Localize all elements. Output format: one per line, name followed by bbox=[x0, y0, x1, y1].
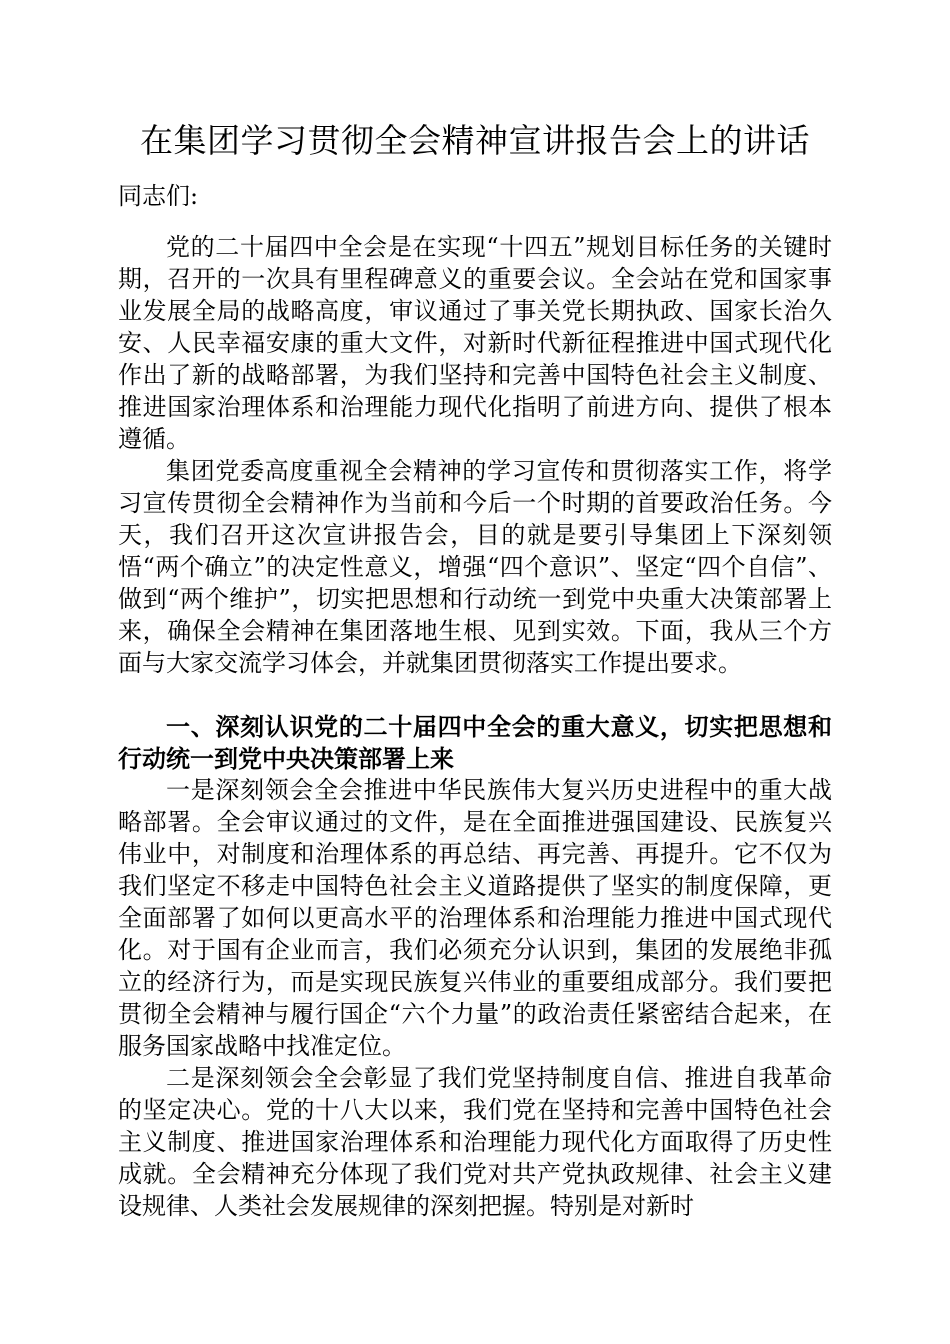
salutation: 同志们: bbox=[118, 182, 199, 210]
section-paragraph-1: 一是深刻领会全会推进中华民族伟大复兴历史进程中的重大战略部署。全会审议通过的文件，是在全面推进强国建设、民族复兴伟业中，对制度和治理体系的再总结、再完善、再提升。它不仅为我们坚定不移走中国特色社会主义道路提供了坚实的制度保障，更全面部署了如何以更高水平的治理体系和治理能力推进中国式现代化。对于国有企业而言，我们必须充分认识到，集团的发展绝非孤立的经济行为，而是实现民族复兴伟业的重要组成部分。我们要把贯彻全会精神与履行国企“六个力量”的政治责任紧密结合起来，在服务国家战略中找准定位。 bbox=[118, 776, 832, 1060]
intro-paragraph-2: 集团党委高度重视全会精神的学习宣传和贯彻落实工作，将学习宣传贯彻全会精神作为当前和今后一个时期的首要政治任务。今天，我们召开这次宣讲报告会，目的就是要引导集团上下深刻领悟“两个确立”的决定性意义，增强“四个意识”、坚定“四个自信”、做到“两个维护”，切实把思想和行动统一到党中央重大决策部署上来，确保全会精神在集团落地生根、见到实效。下面，我从三个方面与大家交流学习体会，并就集团贯彻落实工作提出要求。 bbox=[118, 457, 832, 677]
document-title: 在集团学习贯彻全会精神宣讲报告会上的讲话 bbox=[140, 121, 810, 160]
section-paragraph-2: 二是深刻领会全会彰显了我们党坚持制度自信、推进自我革命的坚定决心。党的十八大以来，我们党在坚持和完善中国特色社会主义制度、推进国家治理体系和治理能力现代化方面取得了历史性成就。全会精神充分体现了我们党对共产党执政规律、社会主义建设规律、人类社会发展规律的深刻把握。特别是对新时 bbox=[118, 1064, 832, 1220]
section-heading-1: 一、深刻认识党的二十届四中全会的重大意义，切实把思想和行动统一到党中央决策部署上来 bbox=[118, 712, 832, 773]
intro-paragraph-1: 党的二十届四中全会是在实现“十四五”规划目标任务的关键时期，召开的一次具有里程碑意义的重要会议。全会站在党和国家事业发展全局的战略高度，审议通过了事关党长期执政、国家长治久安、人民幸福安康的重大文件，对新时代新征程推进中国式现代化作出了新的战略部署，为我们坚持和完善中国特色社会主义制度、推进国家治理体系和治理能力现代化指明了前进方向、提供了根本遵循。 bbox=[118, 233, 832, 453]
